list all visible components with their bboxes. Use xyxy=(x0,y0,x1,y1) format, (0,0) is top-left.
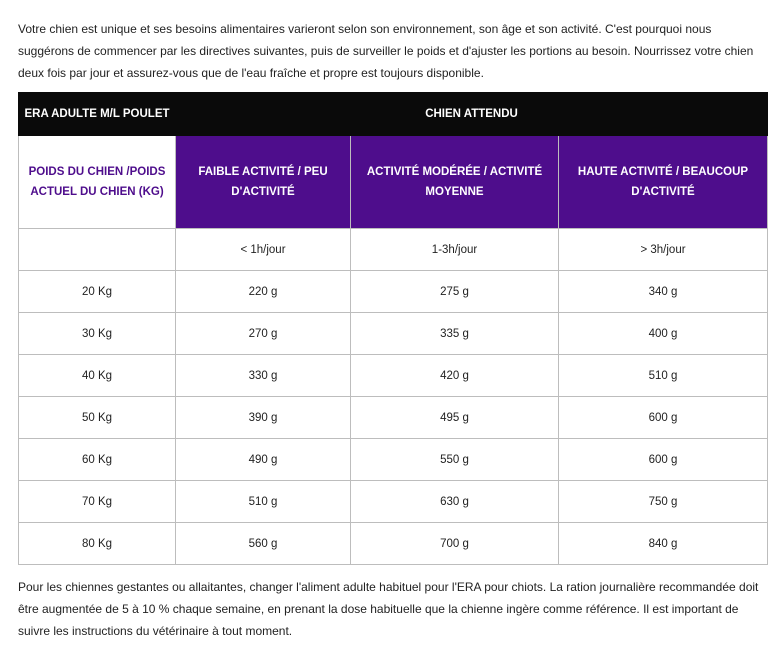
portion-moderate: 275 g xyxy=(351,271,559,313)
weight-header: POIDS DU CHIEN /POIDS ACTUEL DU CHIEN (KG) xyxy=(19,136,176,229)
portion-low: 330 g xyxy=(176,355,351,397)
duration-empty-cell xyxy=(19,229,176,271)
table-row xyxy=(19,313,768,355)
weight-cell: 70 Kg xyxy=(19,481,176,523)
portion-low: 220 g xyxy=(176,271,351,313)
portion-moderate: 495 g xyxy=(351,397,559,439)
portion-low: 510 g xyxy=(176,481,351,523)
duration-low: < 1h/jour xyxy=(176,229,351,271)
portion-high: 400 g xyxy=(559,313,768,355)
weight-cell: 50 Kg xyxy=(19,397,176,439)
portion-moderate: 335 g xyxy=(351,313,559,355)
weight-cell: 20 Kg xyxy=(19,271,176,313)
duration-high: > 3h/jour xyxy=(559,229,768,271)
table-row xyxy=(19,355,768,397)
duration-moderate: 1-3h/jour xyxy=(351,229,559,271)
table-row xyxy=(19,439,768,481)
weight-cell: 80 Kg xyxy=(19,523,176,565)
table-row xyxy=(19,271,768,313)
portion-low: 560 g xyxy=(176,523,351,565)
duration-row xyxy=(19,229,768,271)
portion-low: 390 g xyxy=(176,397,351,439)
portion-low: 490 g xyxy=(176,439,351,481)
table-row xyxy=(19,397,768,439)
portion-low: 270 g xyxy=(176,313,351,355)
activity-header-moderate: ACTIVITÉ MODÉRÉE / ACTIVITÉ MOYENNE xyxy=(351,136,559,229)
group-header: CHIEN ATTENDU xyxy=(176,93,768,136)
portion-high: 600 g xyxy=(559,439,768,481)
portion-high: 600 g xyxy=(559,397,768,439)
weight-cell: 40 Kg xyxy=(19,355,176,397)
intro-paragraph: Votre chien est unique et ses besoins alimentaires varieront selon son environnement, son âge et son activité. C'est pourquoi nous suggérons de commencer par les directives suivantes, puis de surveiller le poids et d'ajuster les portions au besoin. Nourrissez votre chien deux fois par jour et assurez-vous que de l'eau fraîche et propre est toujours disponible. xyxy=(18,22,754,80)
activity-header-high: HAUTE ACTIVITÉ / BEAUCOUP D'ACTIVITÉ xyxy=(559,136,768,229)
weight-cell: 60 Kg xyxy=(19,439,176,481)
weight-cell: 30 Kg xyxy=(19,313,176,355)
feeding-table xyxy=(18,92,768,565)
portion-high: 510 g xyxy=(559,355,768,397)
table-row xyxy=(19,481,768,523)
portion-moderate: 420 g xyxy=(351,355,559,397)
table-row xyxy=(19,523,768,565)
portion-high: 340 g xyxy=(559,271,768,313)
portion-high: 840 g xyxy=(559,523,768,565)
portion-moderate: 630 g xyxy=(351,481,559,523)
portion-moderate: 700 g xyxy=(351,523,559,565)
outro-paragraph: Pour les chiennes gestantes ou allaitantes, changer l'aliment adulte habituel pour l'ERA pour chiots. La ration journalière recommandée doit être augmentée de 5 à 10 % chaque semaine, en prenant la dose habituelle que la chienne ingère comme référence. Il est important de suivre les instructions du vétérinaire à tout moment. xyxy=(18,580,759,638)
portion-high: 750 g xyxy=(559,481,768,523)
product-header: ERA ADULTE M/L POULET xyxy=(19,93,176,136)
activity-header-low: FAIBLE ACTIVITÉ / PEU D'ACTIVITÉ xyxy=(176,136,351,229)
portion-moderate: 550 g xyxy=(351,439,559,481)
header-row xyxy=(19,93,768,136)
activity-header-row xyxy=(19,136,768,229)
